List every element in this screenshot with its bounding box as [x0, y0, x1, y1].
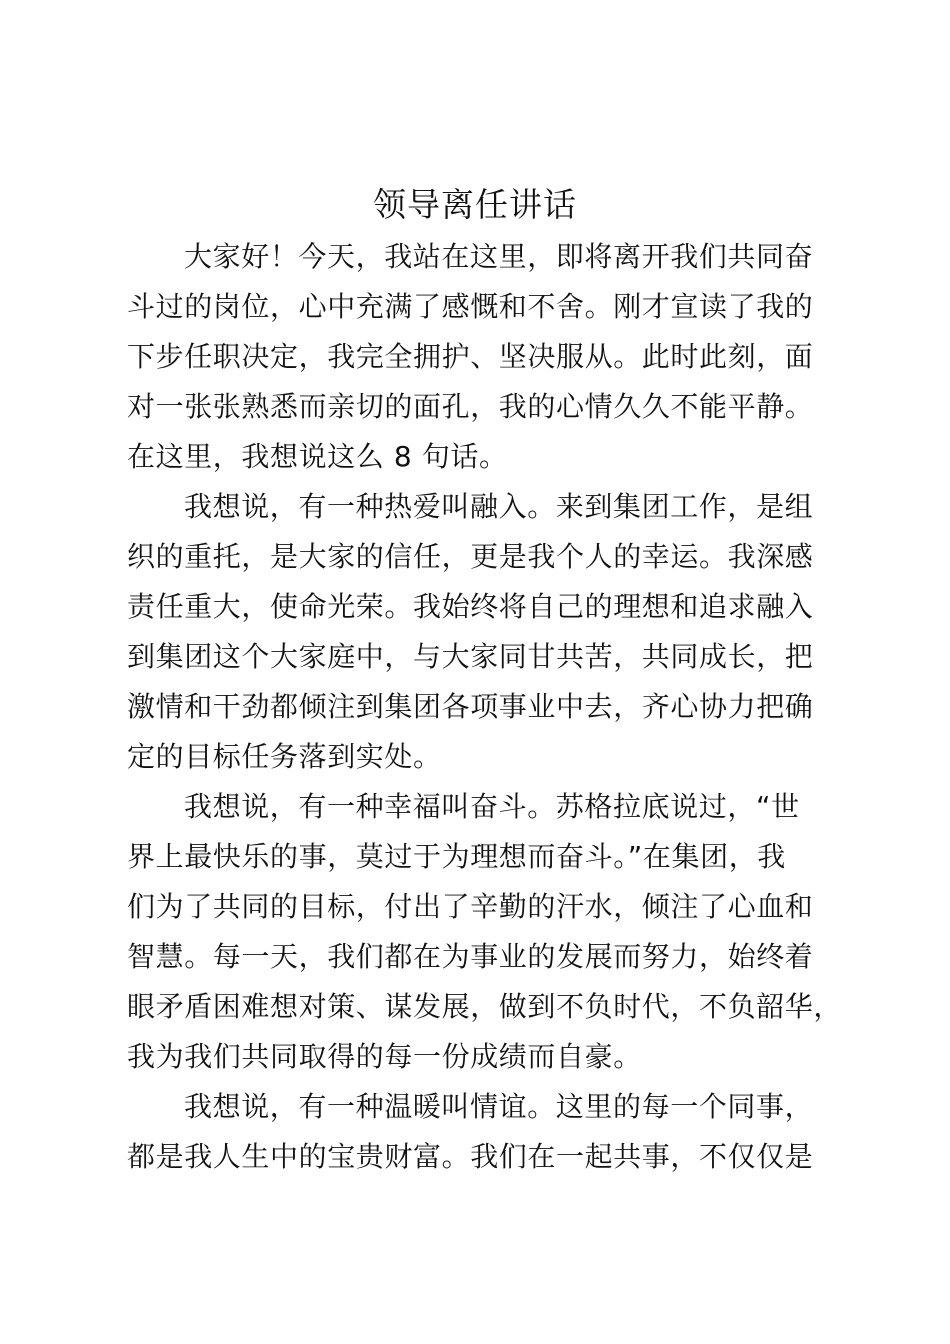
paragraph-line: 在这里，我想说这么 8 句话。: [127, 440, 508, 473]
paragraph-line: 激情和干劲都倾注到集团各项事业中去，齐心协力把确: [127, 690, 814, 723]
paragraph-line: 我想说，有一种热爱叫融入。来到集团工作，是组: [184, 490, 814, 523]
paragraph-1: [127, 232, 839, 482]
paragraph-line: 我为我们共同取得的每一份成绩而自豪。: [127, 1040, 642, 1073]
paragraph-4: [127, 1082, 839, 1182]
paragraph-line: 到集团这个大家庭中，与大家同甘共苦，共同成长，把: [127, 640, 814, 673]
paragraph-line: 斗过的岗位，心中充满了感慨和不舍。刚才宣读了我的: [127, 290, 814, 323]
paragraph-line: 我想说，有一种幸福叫奋斗。苏格拉底说过，“世: [184, 790, 800, 823]
document-title: 领导离任讲话: [373, 185, 577, 224]
paragraph-line: 织的重托，是大家的信任，更是我个人的幸运。我深感: [127, 540, 814, 573]
paragraph-line: 都是我人生中的宝贵财富。我们在一起共事，不仅仅是: [127, 1140, 814, 1173]
paragraph-2: [127, 482, 839, 782]
document-body: [127, 232, 843, 1182]
paragraph-line: 眼矛盾困难想对策、谋发展，做到不负时代，不负韶华，: [127, 990, 843, 1023]
paragraph-line: 责任重大，使命光荣。我始终将自己的理想和追求融入: [127, 590, 814, 623]
paragraph-3: [127, 782, 843, 1082]
paragraph-line: 下步任职决定，我完全拥护、坚决服从。此时此刻，面: [127, 340, 814, 373]
paragraph-line: 们为了共同的目标，付出了辛勤的汗水，倾注了心血和: [127, 890, 814, 923]
paragraph-line: 大家好！今天，我站在这里，即将离开我们共同奋: [184, 240, 814, 273]
paragraph-line: 智慧。每一天，我们都在为事业的发展而努力，始终着: [127, 940, 814, 973]
paragraph-line: 界上最快乐的事，莫过于为理想而奋斗。”在集团，我: [127, 840, 786, 873]
paragraph-line: 我想说，有一种温暖叫情谊。这里的每一个同事，: [184, 1090, 814, 1123]
paragraph-line: 对一张张熟悉而亲切的面孔，我的心情久久不能平静。: [127, 390, 814, 423]
paragraph-line: 定的目标任务落到实处。: [127, 740, 442, 773]
